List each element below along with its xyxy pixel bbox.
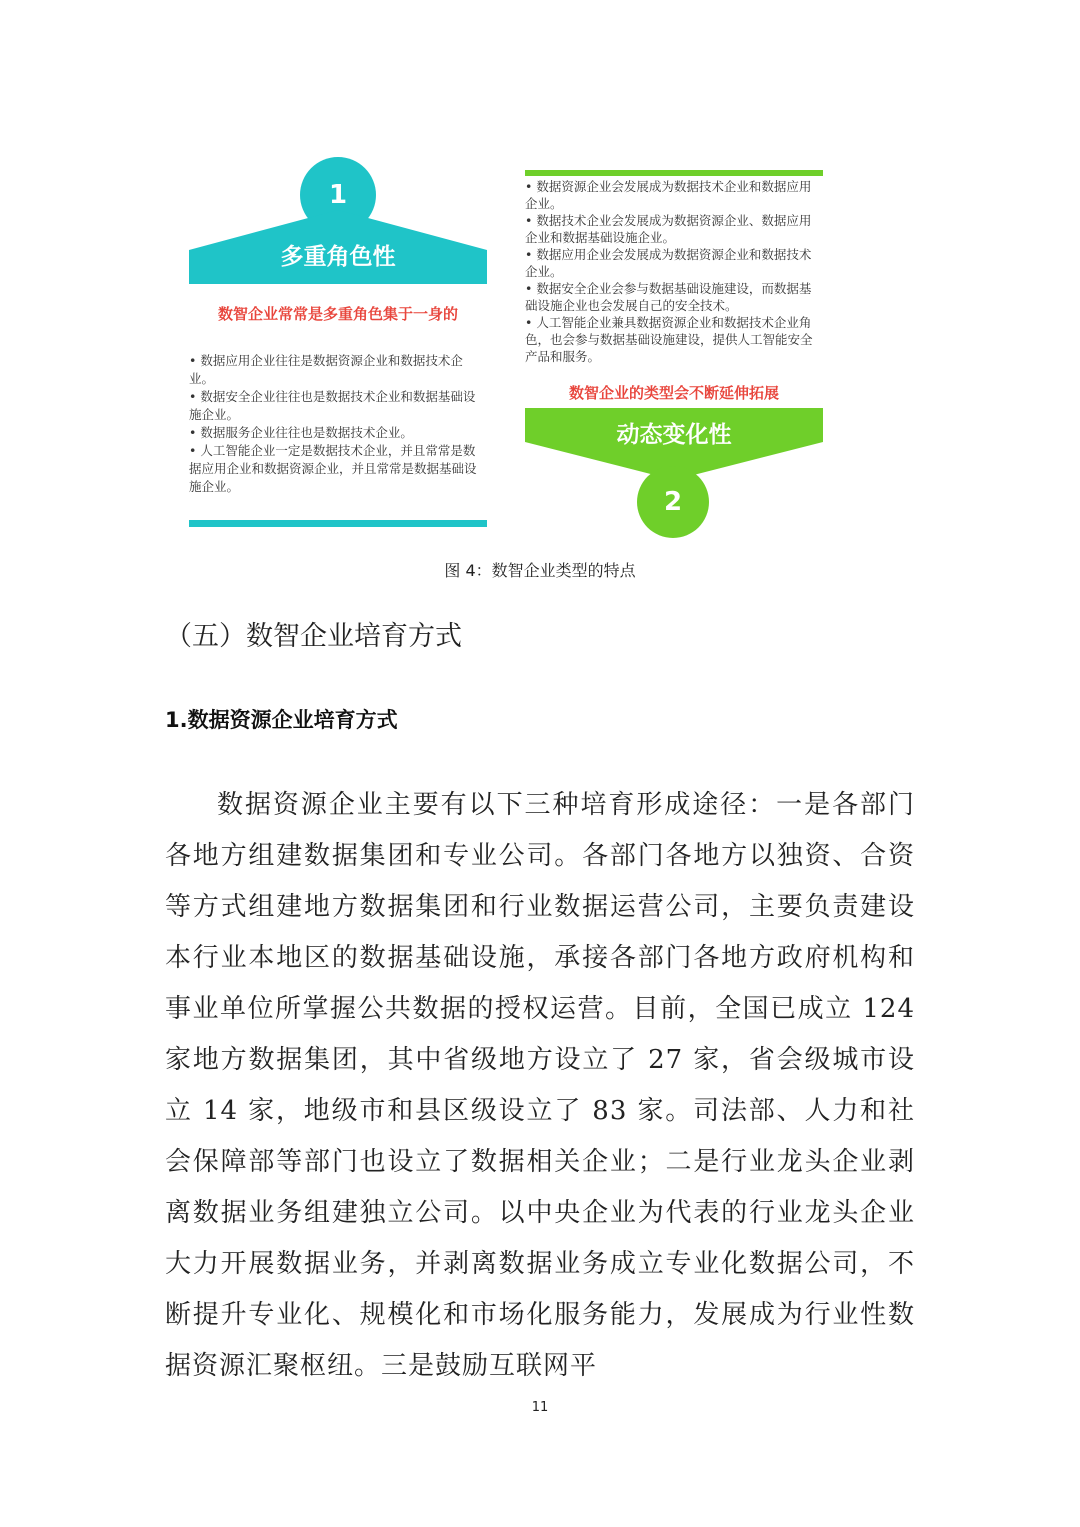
role-number-badge-1: 1 (300, 157, 376, 233)
multi-role-title: 多重角色性 (280, 244, 396, 270)
list-item: • 数据资源企业会发展成为数据技术企业和数据应用企业。 (525, 179, 812, 211)
list-item: • 人工智能企业兼具数据资源企业和数据技术企业角色，也会参与数据基础设施建设，提供人工智能安全产品和服务。 (525, 315, 813, 364)
multi-role-list (189, 352, 487, 496)
divider (525, 170, 823, 176)
multi-role-subtitle: 数智企业常常是多重角色集于一身的 (217, 305, 458, 323)
multi-role-banner (189, 210, 487, 284)
list-item: • 数据安全企业往往也是数据技术企业和数据基础设施企业。 (189, 389, 476, 422)
list-item: • 数据服务企业往往也是数据技术企业。 (189, 425, 413, 440)
sub-heading: 1.数据资源企业培育方式 (165, 708, 398, 732)
list-item: • 数据安全企业会参与数据基础设施建设，而数据基础设施企业也会发展自己的安全技术。 (525, 281, 812, 313)
dynamic-change-title: 动态变化性 (616, 422, 732, 448)
dynamic-change-subtitle: 数智企业的类型会不断延伸拓展 (568, 384, 779, 402)
list-item: • 人工智能企业一定是数据技术企业，并且常常是数据应用企业和数据资源企业，并且常常是数据基础设施企业。 (189, 443, 477, 494)
list-item: • 数据技术企业会发展成为数据资源企业、数据应用企业和数据基础设施企业。 (525, 213, 812, 245)
list-item: • 数据应用企业会发展成为数据资源企业和数据技术企业。 (525, 247, 812, 279)
figure-caption: 图 4：数智企业类型的特点 (444, 561, 636, 580)
divider (189, 520, 487, 527)
section-heading: （五）数智企业培育方式 (165, 621, 462, 652)
role-number-badge-2: 2 (637, 466, 709, 538)
page-number: 11 (531, 1400, 549, 1415)
dynamic-change-list (525, 178, 823, 365)
body-paragraph: 数据资源企业主要有以下三种培育形成途径：一是各部门各地方组建数据集团和专业公司。各部门各地方以独资、合资等方式组建地方数据集团和行业数据运营公司，主要负责建设本行业本地区的数据基础设施，承接各部门各地方政府机构和事业单位所掌握公共数据的授权运营。目前，全国已成立 124 家地方数据集团，其中省级地方设立了 27 家，省会级城市设立 14 家，地级市和县区级设立了 83 家。司法部、人力和社会保障部等部门也设立了数据相关企业；二是行业龙头企业剥离数据业务组建独立公司。以中央企业为代表的行业龙头企业大力开展数据业务，并剥离数据业务成立专业化数据公司，不断提升专业化、规模化和市场化服务能力，发展成为行业性数据资源汇聚枢纽。三是鼓励互联网平 (165, 790, 915, 1381)
list-item: • 数据应用企业往往是数据资源企业和数据技术企业。 (189, 353, 463, 386)
